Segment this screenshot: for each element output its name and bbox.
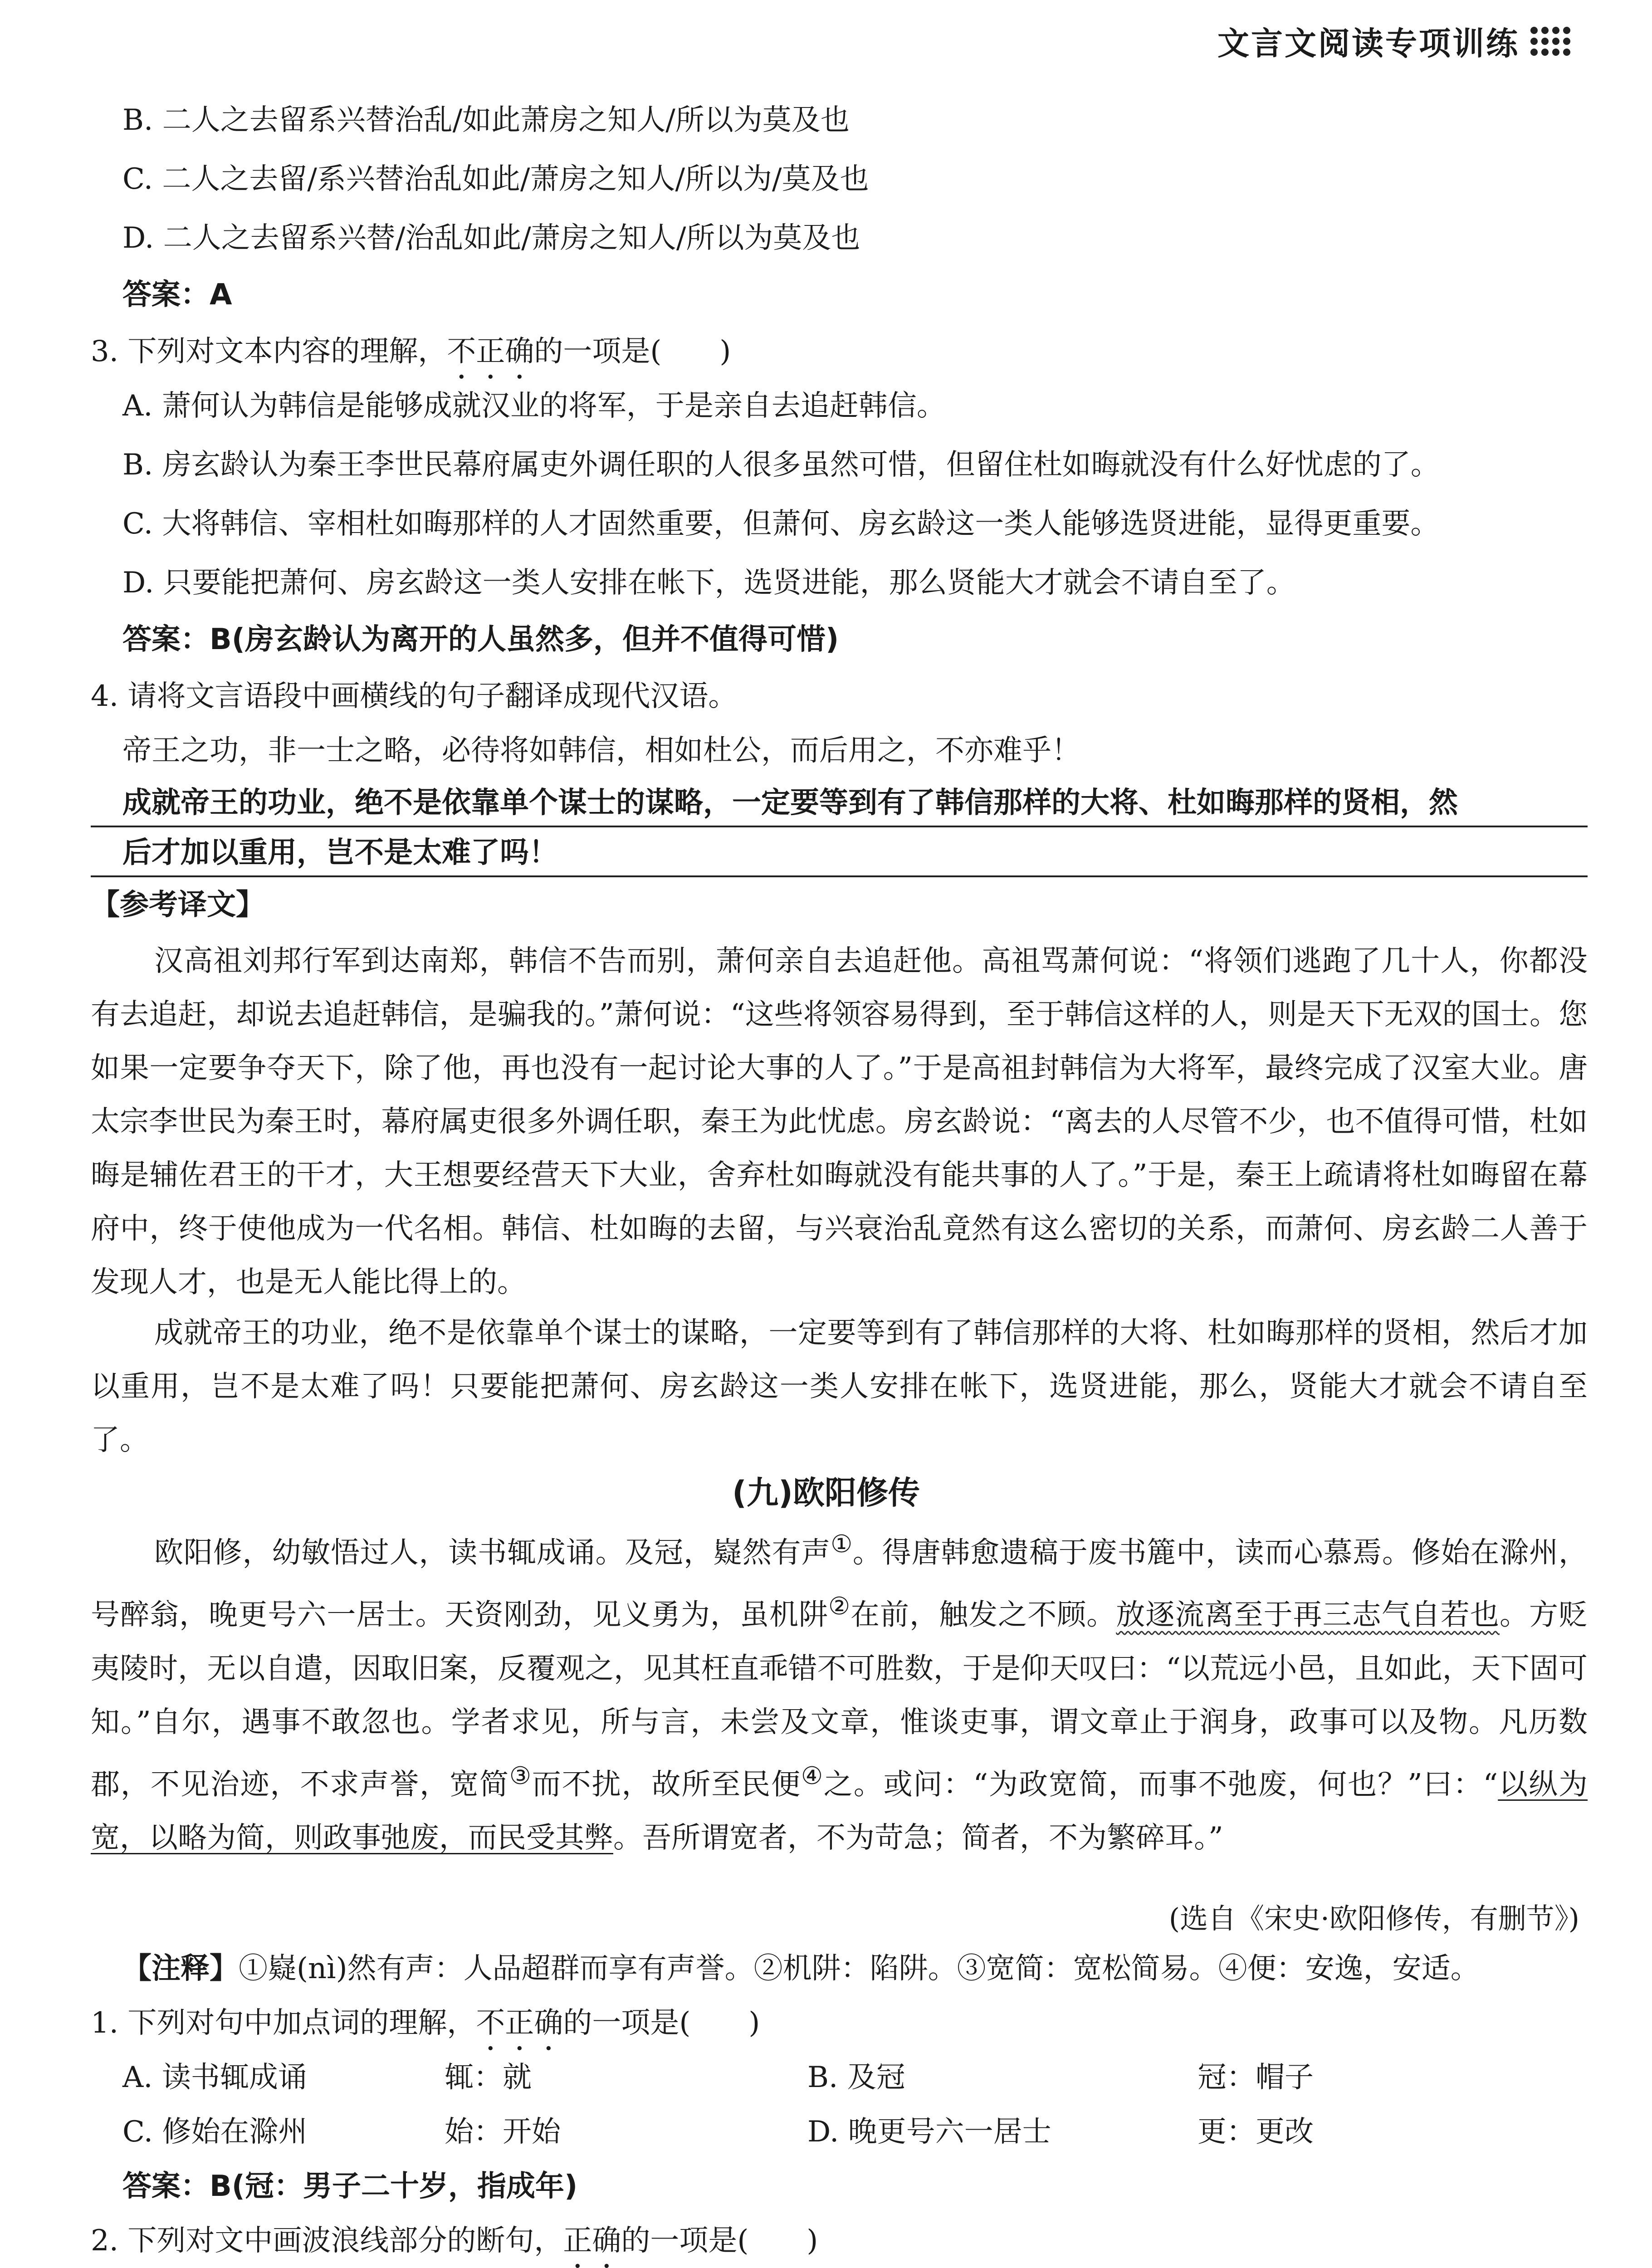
header-dots-icon: [1530, 27, 1570, 56]
q4-answer-line-1: 成就帝王的功业，绝不是依靠单个谋士的谋略，一定要等到有了韩信那样的大将、杜如晦那样的贤相，然: [122, 786, 1458, 820]
notes-label: 【注释】: [122, 1952, 239, 1985]
q2-option-d: D. 二人之去留系兴替/治乱如此/萧房之知人/所以为莫及也: [122, 221, 860, 255]
q3-option-b: B. 房玄龄认为秦王李世民幕府属吏外调任职的人很多虽然可惜，但留住杜如晦就没有什么好忧虑的了。: [122, 448, 1440, 482]
passage-part-f: 之。或问：“为政宽简，而事不弛废，何也？”曰：“: [823, 1767, 1498, 1801]
s9-q2-stem-emphasis: 正确: [563, 2224, 621, 2258]
s9-q1-stem: [91, 2000, 760, 2057]
s9-q1-option-a: A. 读书辄成诵: [122, 2061, 307, 2094]
ref-paragraph-2: 成就帝王的功业，绝不是依靠单个谋士的谋略，一定要等到有了韩信那样的大将、杜如晦那样的贤相，然后才加以重用，岂不是太难了吗！只要能把萧何、房玄龄这一类人安排在帐下，选贤进能，那么，贤能大才就会不请自至了。: [91, 1316, 1588, 1457]
q3-answer: 答案：B(房玄龄认为离开的人虽然多，但并不值得可惜): [122, 623, 839, 656]
section-9-title: (九)欧阳修传: [732, 1474, 920, 1511]
underlined-sentence: 以纵为宽，以略为简，则政事弛废，而民受其弊: [91, 1767, 1588, 1855]
q2-option-b: B. 二人之去留系兴替治乱/如此萧房之知人/所以为莫及也: [122, 103, 850, 137]
s9-q2-stem-post: 的一项是( ): [621, 2224, 818, 2258]
s9-q2-stem-pre: 2. 下列对文中画波浪线部分的断句，: [91, 2224, 563, 2258]
note-ref-2: ②: [828, 1592, 850, 1621]
ref-title: 【参考译文】: [91, 888, 265, 922]
s9-q1-stem-emphasis: 不正确: [476, 2006, 563, 2040]
header-title: 文言文阅读专项训练: [1217, 25, 1520, 62]
note-ref-3: ③: [509, 1761, 532, 1790]
passage-source: (选自《宋史·欧阳修传，有删节》): [1168, 1902, 1579, 1935]
passage-part-d: 。方贬夷陵时，无以自遣，因取旧案，反覆观之，见其枉直乖错不可胜数，于是仰天叹曰：“以荒远小邑，且如此，天下固可知。”自尔，遇事不敢忽也。学者求见，所与言，未尝及文章，惟谈吏事，谓文章止于润身，政事可以及物。凡历数郡，不见治迹，不求声誉，宽简: [91, 1598, 1588, 1801]
section-9-passage: [91, 1517, 1588, 1865]
s9-q1-option-b-meaning: 冠：帽子: [1197, 2061, 1314, 2094]
q4-answer-line-2: 后才加以重用，岂不是太难了吗！: [122, 836, 558, 870]
answer-rule-2: [91, 875, 1588, 877]
s9-q1-option-a-meaning: 辄：就: [445, 2061, 532, 2094]
s9-q1-option-c-meaning: 始：开始: [445, 2115, 561, 2149]
passage-part-b: 。得唐韩愈遗稿于废书簏中，读而心慕焉。修始在滁州，号醉翁，晚更号六一居士。天资刚劲，见义勇为，虽机阱: [91, 1536, 1588, 1632]
q3-stem-post: 的一项是( ): [534, 335, 731, 368]
s9-q1-option-c: C. 修始在滁州: [122, 2115, 308, 2149]
q3-option-c: C. 大将韩信、宰相杜如晦那样的人才固然重要，但萧何、房玄龄这一类人能够选贤进能，显得更重要。: [122, 507, 1440, 541]
q3-stem-emphasis: 不正确: [447, 335, 534, 368]
notes-text: ①嶷(nì)然有声：人品超群而享有声誉。②机阱：陷阱。③宽简：宽松简易。④便：安逸，安适。: [239, 1952, 1480, 1985]
s9-q1-answer: 答案：B(冠：男子二十岁，指成年): [122, 2170, 578, 2203]
s9-q1-stem-post: 的一项是( ): [563, 2006, 760, 2040]
s9-q1-option-d: D. 晚更号六一居士: [807, 2115, 1051, 2149]
passage-part-g: 。吾所谓宽者，不为苛急；简者，不为繁碎耳。”: [613, 1821, 1223, 1855]
q2-answer: 答案：A: [122, 278, 232, 312]
passage-part-a: 欧阳修，幼敏悟过人，读书辄成诵。及冠，嶷然有声: [154, 1536, 831, 1570]
answer-rule-1: [91, 826, 1588, 827]
q3-stem-pre: 3. 下列对文本内容的理解，: [91, 335, 447, 368]
q3-option-d: D. 只要能把萧何、房玄龄这一类人安排在帐下，选贤进能，那么贤能大才就会不请自至了。: [122, 566, 1295, 600]
s9-q1-stem-pre: 1. 下列对句中加点词的理解，: [91, 2006, 476, 2040]
running-header: [1217, 18, 1570, 64]
passage-notes: [122, 1946, 1480, 1991]
s9-q1-option-b: B. 及冠: [807, 2061, 905, 2094]
s9-q2-stem: [91, 2218, 818, 2268]
q4-stem: 4. 请将文言语段中画横线的句子翻译成现代汉语。: [91, 679, 738, 713]
wavy-underlined-sentence: 放逐流离至于再三志气自若也: [1116, 1598, 1500, 1632]
note-ref-1: ①: [831, 1530, 853, 1558]
q3-option-a: A. 萧何认为韩信是能够成就汉业的将军，于是亲自去追赶韩信。: [122, 389, 946, 423]
s9-q1-option-d-meaning: 更：更改: [1197, 2115, 1314, 2149]
q4-sentence: 帝王之功，非一士之略，必待将如韩信，相如杜公，而后用之，不亦难乎！: [122, 734, 1080, 767]
q2-option-c: C. 二人之去留/系兴替治乱如此/萧房之知人/所以为/莫及也: [122, 162, 869, 196]
ref-paragraph-1: 汉高祖刘邦行军到达南郑，韩信不告而别，萧何亲自去追赶他。高祖骂萧何说：“将领们逃跑了几十人，你都没有去追赶，却说去追赶韩信，是骗我的。”萧何说：“这些将领容易得到，至于韩信这样的人，则是天下无双的国士。您如果一定要争夺天下，除了他，再也没有一起讨论大事的人了。”于是高祖封韩信为大将军，最终完成了汉室大业。唐太宗李世民为秦王时，幕府属吏很多外调任职，秦王为此忧虑。房玄龄说：“离去的人尽管不少，也不值得可惜，杜如晦是辅佐君王的干才，大王想要经营天下大业，舍弃杜如晦就没有能共事的人了。”于是，秦王上疏请将杜如晦留在幕府中，终于使他成为一代名相。韩信、杜如晦的去留，与兴衰治乱竟然有这么密切的关系，而萧何、房玄龄二人善于发现人才，也是无人能比得上的。: [91, 944, 1588, 1299]
q3-stem: [91, 329, 731, 386]
passage-part-c: 在前，触发之不顾。: [850, 1598, 1116, 1632]
passage-part-e: 而不扰，故所至民便: [532, 1767, 802, 1801]
note-ref-4: ④: [801, 1761, 824, 1790]
